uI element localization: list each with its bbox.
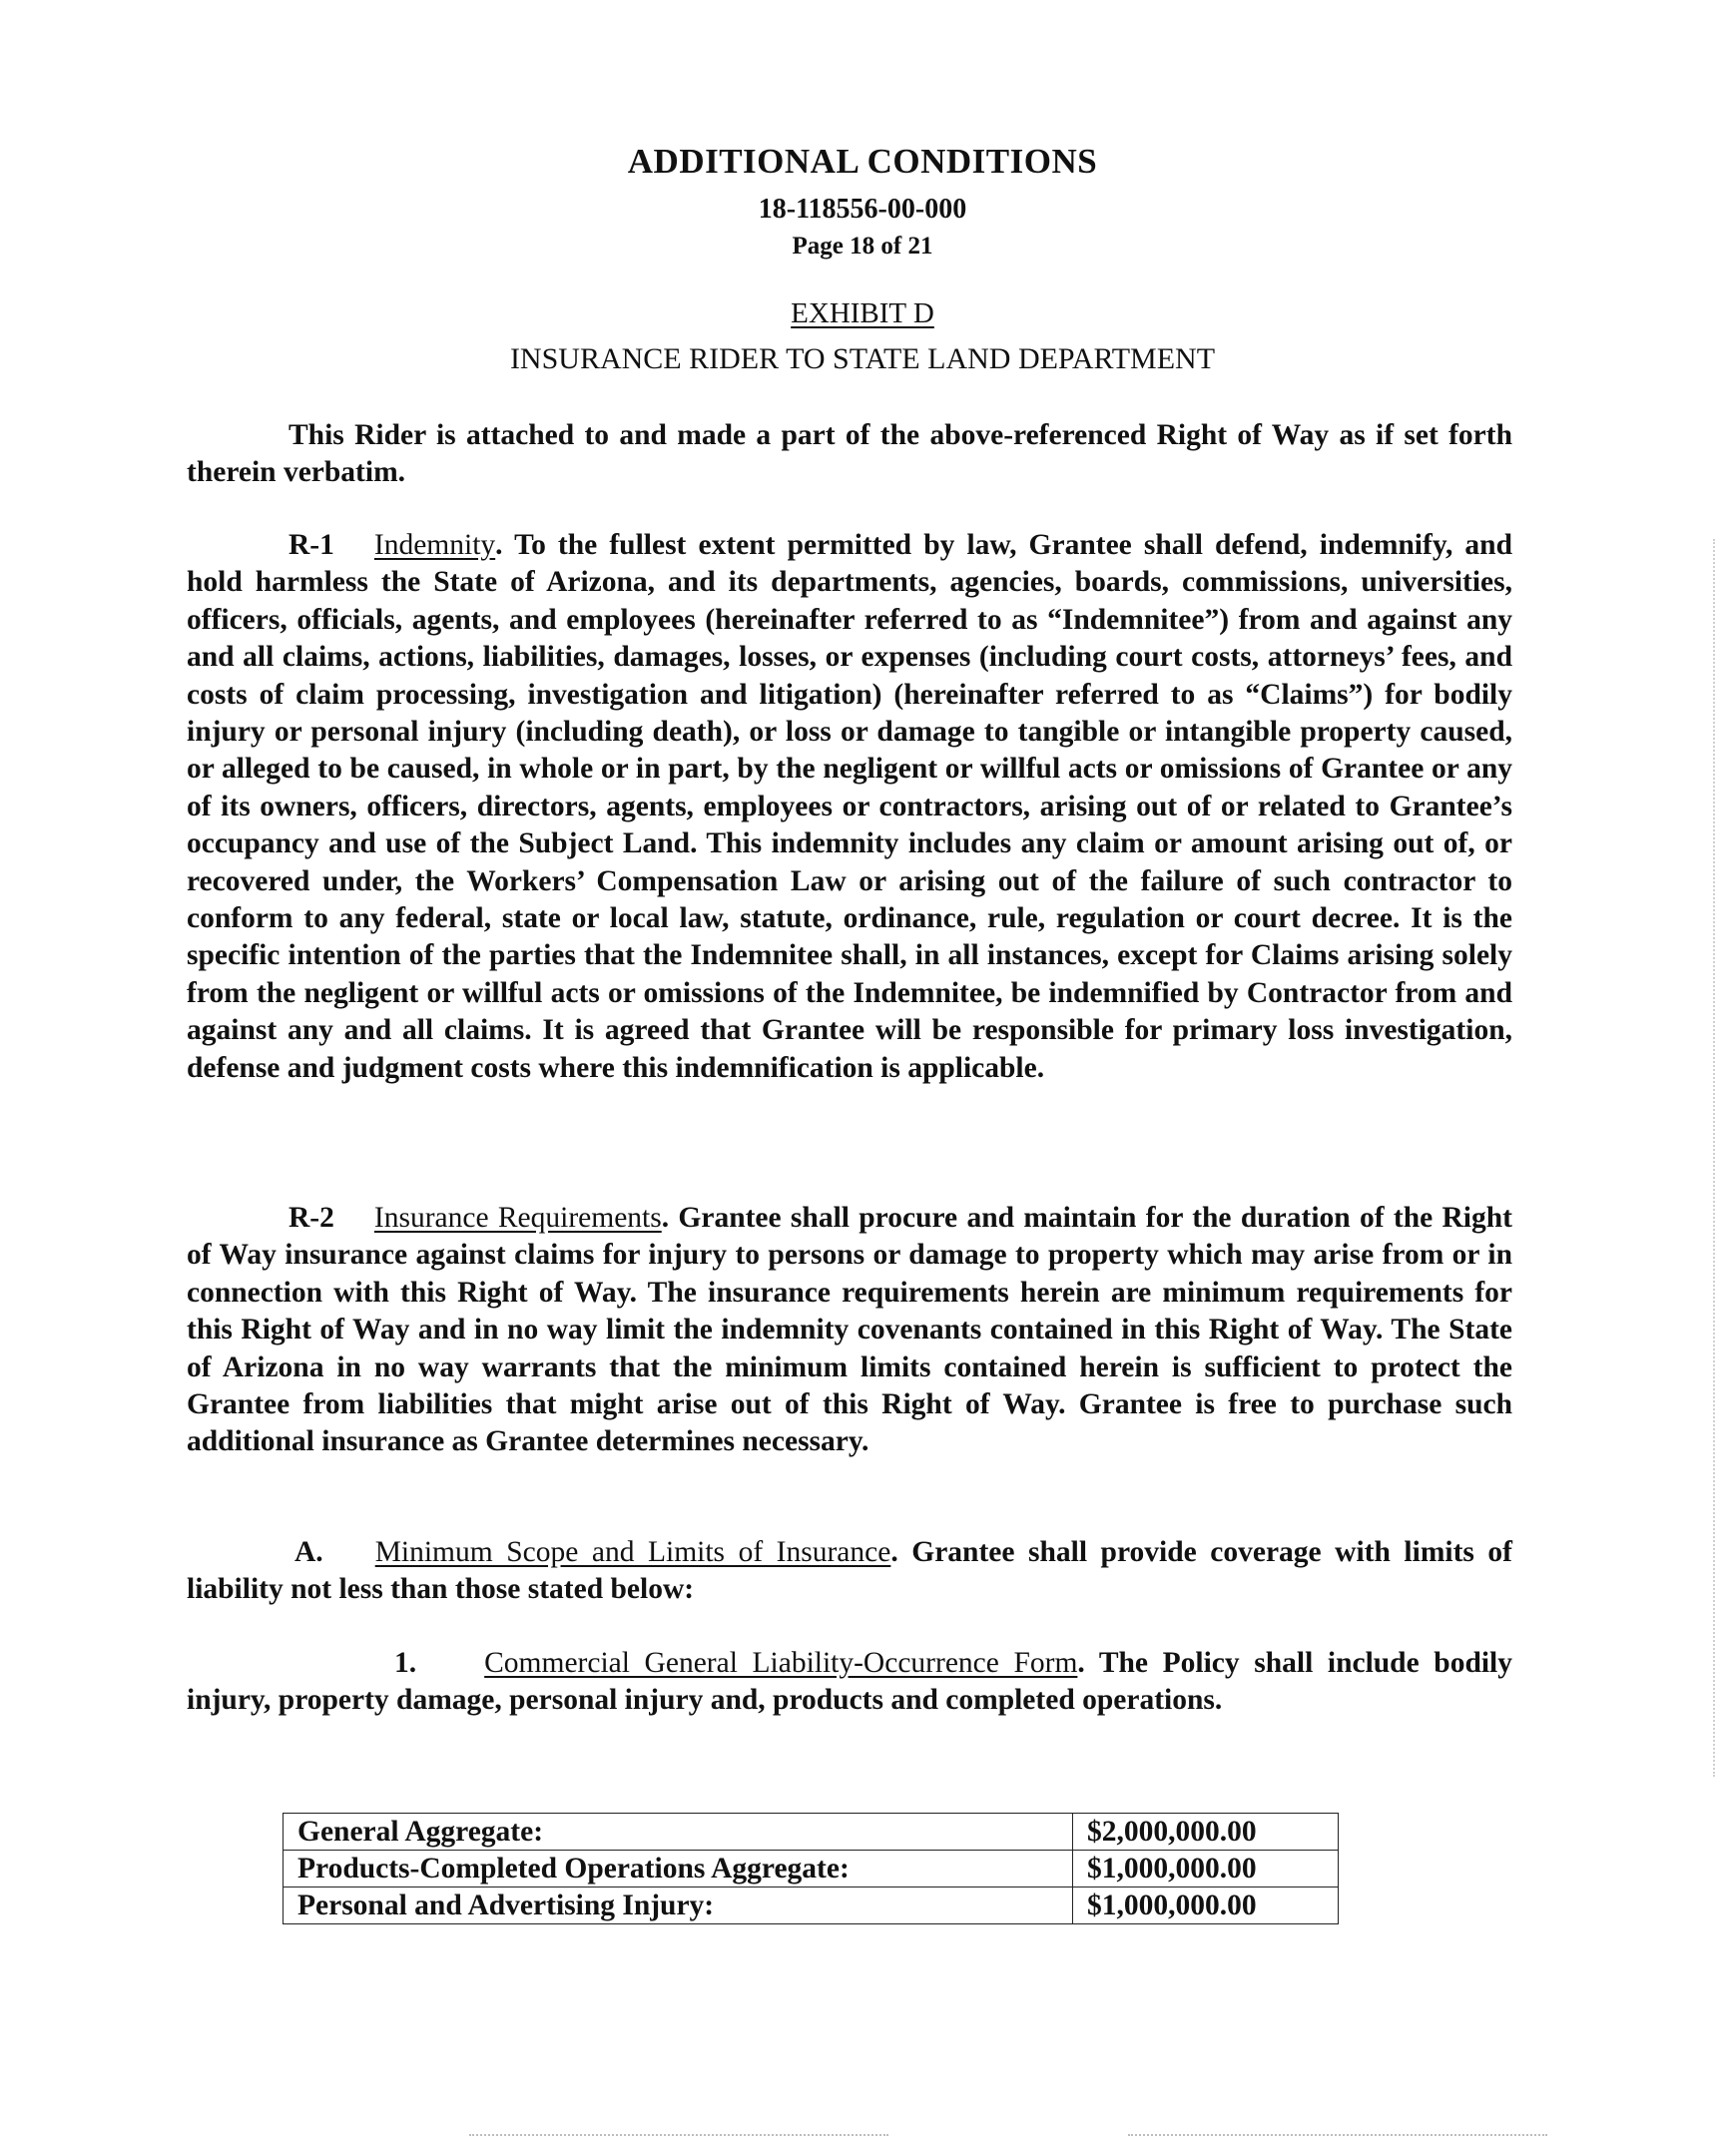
limit-label: Personal and Advertising Injury:: [284, 1887, 1073, 1924]
section-r2: [187, 1200, 1512, 1461]
scan-edge-artifact: [1713, 539, 1717, 1777]
section-r1: [187, 527, 1512, 1087]
exhibit-label: EXHIBIT D: [791, 297, 934, 329]
limit-label: Products-Completed Operations Aggregate:: [284, 1851, 1073, 1887]
table-row: [284, 1887, 1339, 1924]
limit-amount: $2,000,000.00: [1073, 1814, 1339, 1851]
r1-heading: Indemnity: [373, 529, 496, 561]
section-a-heading: Minimum Scope and Limits of Insurance: [374, 1536, 891, 1568]
scan-artifact: [1128, 2134, 1547, 2138]
document-title: ADDITIONAL CONDITIONS: [627, 142, 1098, 181]
limits-table: [283, 1813, 1339, 1924]
intro-text: This Rider is attached to and made a part of the above-referenced Right of Way as if set forth therein verbatim.: [187, 419, 1512, 489]
page-number: Page 18 of 21: [792, 233, 933, 260]
limit-amount: $1,000,000.00: [1073, 1851, 1339, 1887]
intro-paragraph: [187, 417, 1512, 492]
r1-text: . To the fullest extent permitted by law, Grantee shall defend, indemnify, and hold harmless the State of Arizona, and its departments, agencies, boards, commissions, universities, officers, officials, agents, and employees (hereinafter referred to as “Indemnitee”) from and against any and all claims, actions, liabilities, damages, losses, or expenses (including court costs, attorneys’ fees, and costs of claim processing, investigation and litigation) (hereinafter referred to as “Claims”) for bodily injury or personal injury (including death), or loss or damage to tangible or intangible property caused, or alleged to be caused, in whole or in part, by the negligent or willful acts or omissions of Grantee or any of its owners, officers, directors, agents, employees or contractors, arising out of or related to Grantee’s occupancy and use of the Subject Land. This indemnity includes any claim or amount arising out of, or recovered under, the Workers’ Compensation Law or arising out of the failure of such contractor to conform to any federal, state or local law, statute, ordinance, rule, regulation or court decree. It is the specific intention of the parties that the Indemnitee shall, in all instances, except for Claims arising solely from the negligent or willful acts or omissions of the Indemnitee, be indemnified by Contractor from and against any and all claims. It is agreed that Grantee will be responsible for primary loss investigation, defense and judgment costs where this indemnification is applicable.: [187, 529, 1512, 1084]
r2-number: R-2: [288, 1202, 334, 1234]
item-1-text: . The Policy shall include bodily injury, property damage, personal injury and, products and completed operations.: [187, 1647, 1512, 1717]
limit-amount: $1,000,000.00: [1073, 1887, 1339, 1924]
r2-heading: Insurance Requirements: [373, 1202, 662, 1234]
section-a-text: . Grantee shall provide coverage with limits of liability not less than those stated below:: [187, 1536, 1513, 1606]
item-1: [187, 1645, 1512, 1720]
section-a-number: A.: [294, 1536, 323, 1568]
table-row: [284, 1814, 1339, 1851]
table-row: [284, 1851, 1339, 1887]
r2-text: . Grantee shall procure and maintain for the duration of the Right of Way insurance against claims for injury to persons or damage to property which may arise from or in connection with this Right of Way. The insurance requirements herein are minimum requirements for this Right of Way and in no way limit the indemnity covenants contained in this Right of Way. The State of Arizona in no way warrants that the minimum limits contained herein is sufficient to protect the Grantee from liabilities that might arise out of this Right of Way. Grantee is free to purchase such additional insurance as Grantee determines necessary.: [187, 1202, 1512, 1458]
exhibit-heading: [0, 297, 1725, 330]
item-1-heading: Commercial General Liability-Occurrence Form: [484, 1647, 1078, 1679]
item-1-number: 1.: [394, 1647, 417, 1679]
scan-artifact: [469, 2134, 888, 2138]
section-a: [187, 1534, 1512, 1609]
limit-label: General Aggregate:: [284, 1814, 1073, 1851]
rider-title: INSURANCE RIDER TO STATE LAND DEPARTMENT: [509, 342, 1216, 375]
document-number: 18-118556-00-000: [758, 194, 967, 225]
r1-number: R-1: [288, 529, 334, 561]
